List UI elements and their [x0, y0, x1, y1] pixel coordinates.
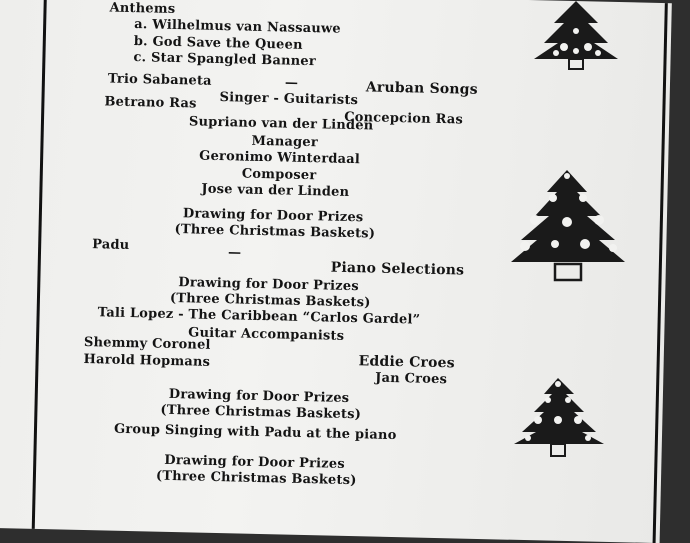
door-prizes-detail: (Three Christmas Baskets)	[169, 290, 371, 311]
performer-padu: Padu	[92, 237, 130, 253]
anthem-item: b. God Save the Queen	[133, 34, 303, 53]
right-border-line	[653, 3, 668, 543]
christmas-tree-icon	[505, 168, 631, 288]
person-geronimo: Geronimo Winterdaal	[199, 148, 361, 168]
door-prizes-detail: (Three Christmas Baskets)	[155, 468, 357, 489]
left-border-line	[32, 0, 47, 529]
door-prizes-heading: Drawing for Door Prizes	[168, 386, 350, 407]
door-prizes-detail: (Three Christmas Baskets)	[160, 402, 362, 423]
door-prizes-heading: Drawing for Door Prizes	[182, 206, 364, 226]
person-jan: Jan Croes	[375, 370, 448, 388]
door-prizes-detail: (Three Christmas Baskets)	[174, 222, 376, 242]
group-singing: Group Singing with Padu at the piano	[113, 421, 397, 444]
christmas-tree-icon	[526, 0, 626, 72]
trio-name: Trio Sabaneta	[107, 71, 212, 89]
composer-label: Composer	[241, 166, 317, 184]
anthem-item: a. Wilhelmus van Nassauwe	[134, 17, 341, 37]
person-harold: Harold Hopmans	[83, 351, 211, 370]
person-supriano: Supriano van der Linden	[188, 114, 374, 134]
performer-tali: Tali Lopez - The Caribbean “Carlos Gardel”	[97, 305, 421, 328]
performer-betrano: Betrano Ras	[104, 94, 197, 112]
christmas-tree-icon	[510, 376, 610, 458]
padu-act: Piano Selections	[330, 259, 465, 279]
door-prizes-heading: Drawing for Door Prizes	[164, 452, 345, 472]
trio-act: Aruban Songs	[365, 79, 479, 98]
anthem-item: c. Star Spangled Banner	[133, 50, 317, 70]
separator-dash: —	[227, 245, 242, 261]
person-shemmy: Shemmy Coronel	[83, 334, 211, 353]
person-eddie: Eddie Croes	[358, 353, 455, 372]
trio-role: Singer - Guitarists	[219, 90, 359, 109]
guitar-accompanists-label: Guitar Accompanists	[188, 325, 345, 344]
door-prizes-heading: Drawing for Door Prizes	[178, 275, 360, 295]
performer-concepcion: Concepcion Ras	[343, 109, 464, 128]
separator-dash: —	[284, 75, 299, 91]
manager-label: Manager	[251, 133, 319, 151]
person-jose: Jose van der Linden	[201, 181, 350, 200]
anthems-title: Anthems	[109, 0, 176, 17]
